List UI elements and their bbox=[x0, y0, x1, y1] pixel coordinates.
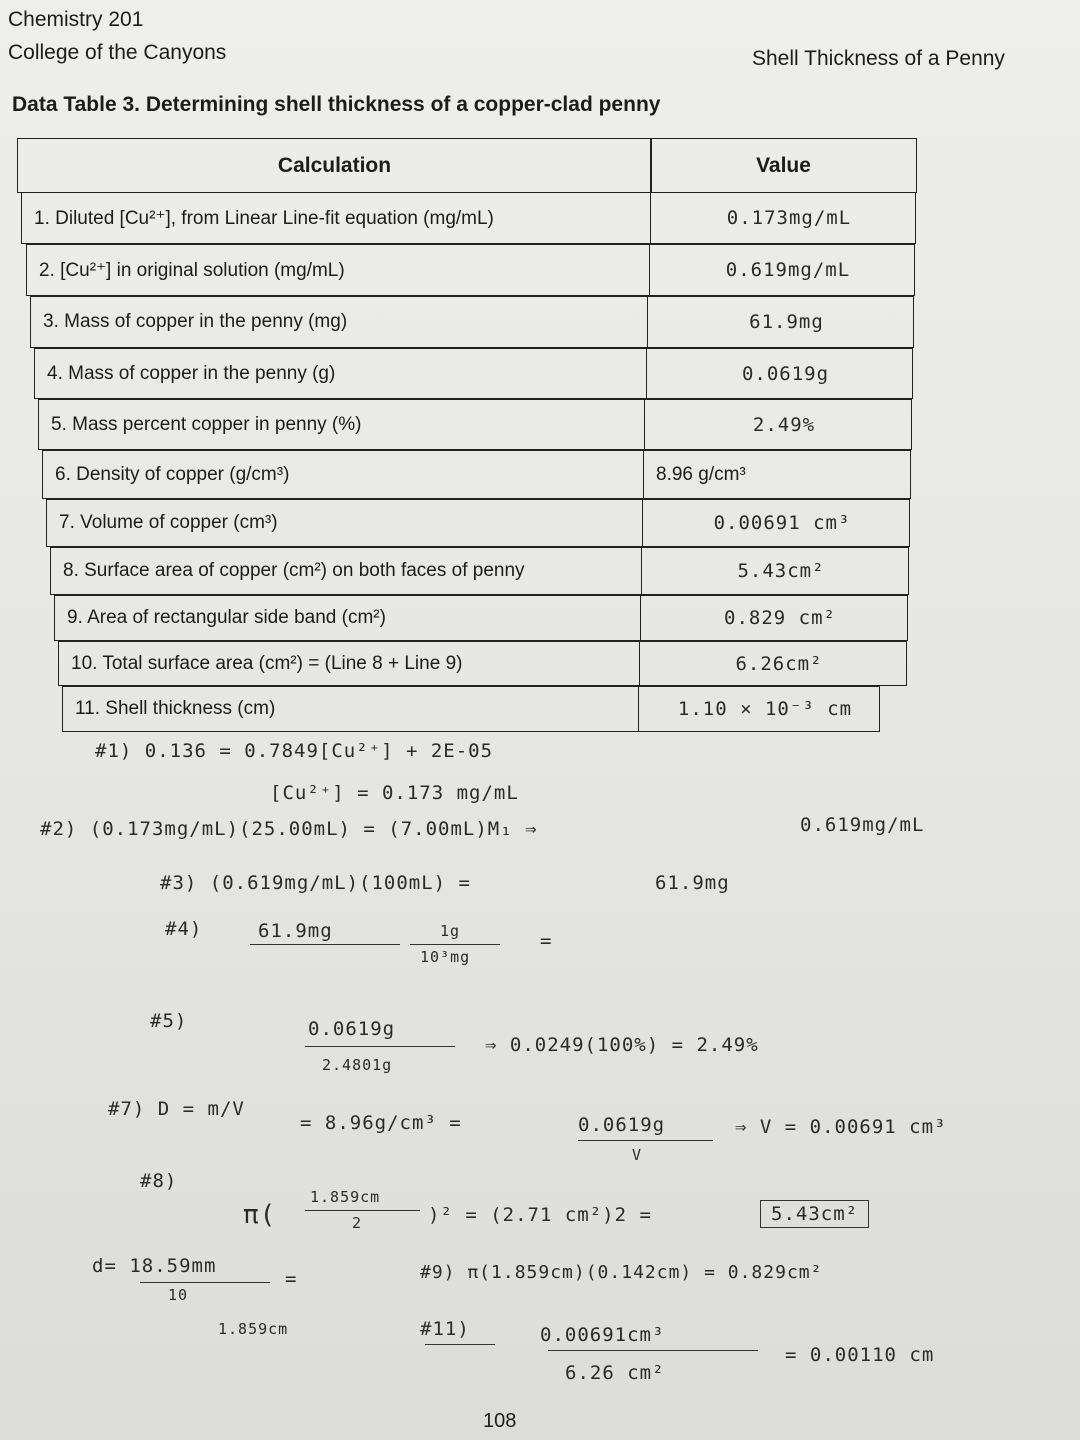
work-step-7-volume-symbol: V bbox=[632, 1146, 643, 1164]
work-step-8-expression: )² = (2.71 cm²)2 = bbox=[428, 1204, 652, 1226]
work-step-3: #3) (0.619mg/mL)(100mL) = bbox=[160, 872, 471, 894]
work-step-2-result: 0.619mg/mL bbox=[800, 814, 925, 836]
table-row-1-calc: 1. Diluted [Cu²⁺], from Linear Line-fit equation (mg/mL) bbox=[21, 192, 651, 244]
work-step-8-result: 5.43cm² bbox=[760, 1200, 869, 1228]
work-step-7-formula: #7) D = m/V bbox=[108, 1098, 245, 1120]
table-row-6-value: 8.96 g/cm³ bbox=[643, 450, 911, 499]
table-row-3-calc: 3. Mass of copper in the penny (mg) bbox=[30, 296, 648, 348]
table-row-2-calc: 2. [Cu²⁺] in original solution (mg/mL) bbox=[26, 244, 650, 296]
table-row-9-calc: 9. Area of rectangular side band (cm²) bbox=[54, 595, 641, 641]
work-step-11-numerator: 0.00691cm³ bbox=[540, 1324, 665, 1346]
table-row-5-calc: 5. Mass percent copper in penny (%) bbox=[38, 399, 645, 450]
work-step-4-rule bbox=[250, 944, 400, 945]
work-step-7-mass: 0.0619g bbox=[578, 1114, 666, 1136]
table-row-11-value: 1.10 × 10⁻³ cm bbox=[638, 686, 880, 732]
work-step-8-divisor: 2 bbox=[352, 1214, 363, 1232]
work-step-8-label: #8) bbox=[140, 1170, 178, 1192]
work-diameter-rule bbox=[140, 1282, 270, 1283]
table-row-5-value: 2.49% bbox=[644, 399, 912, 450]
work-diameter-equals: = bbox=[285, 1268, 298, 1290]
work-step-1: #1) 0.136 = 0.7849[Cu²⁺] + 2E-05 bbox=[95, 740, 494, 762]
table-row-4-calc: 4. Mass of copper in the penny (g) bbox=[34, 348, 647, 399]
table-row-7-calc: 7. Volume of copper (cm³) bbox=[46, 499, 643, 547]
work-step-8-pi: π( bbox=[243, 1200, 277, 1230]
table-row-10-calc: 10. Total surface area (cm²) = (Line 8 + Line 9) bbox=[58, 641, 640, 686]
work-step-4-equals: = bbox=[540, 930, 553, 952]
table-row-2-value: 0.619mg/mL bbox=[649, 244, 915, 296]
work-step-2: #2) (0.173mg/mL)(25.00mL) = (7.00mL)M₁ ⇒ bbox=[40, 818, 538, 840]
work-step-3-result: 61.9mg bbox=[655, 872, 730, 894]
table-row-9-value: 0.829 cm² bbox=[640, 595, 908, 641]
work-step-7-density: = 8.96g/cm³ = bbox=[300, 1112, 462, 1134]
column-header-value-label: Value bbox=[756, 153, 811, 177]
column-header-calculation-label: Calculation bbox=[277, 153, 392, 177]
work-step-11-result: = 0.00110 cm bbox=[785, 1344, 935, 1366]
table-row-7-value: 0.00691 cm³ bbox=[642, 499, 910, 547]
work-step-4-factor-bottom: 10³mg bbox=[420, 948, 471, 966]
table-row-6-calc: 6. Density of copper (g/cm³) bbox=[42, 450, 644, 499]
table-row-8-value: 5.43cm² bbox=[641, 547, 909, 595]
work-step-7-rule bbox=[578, 1140, 713, 1141]
table-row-4-value: 0.0619g bbox=[646, 348, 913, 399]
work-step-9: #9) π(1.859cm)(0.142cm) = 0.829cm² bbox=[420, 1262, 823, 1283]
work-step-4-factor-top: 1g bbox=[440, 922, 461, 940]
work-step-11-rule bbox=[548, 1350, 758, 1351]
work-step-4-label: #4) bbox=[165, 918, 203, 940]
work-diameter-result: 1.859cm bbox=[218, 1320, 289, 1338]
table-title: Data Table 3. Determining shell thickness of a copper-clad penny bbox=[12, 93, 661, 116]
work-step-5-rule bbox=[305, 1046, 455, 1047]
course-name: Chemistry 201 bbox=[8, 8, 144, 31]
work-step-7-result: ⇒ V = 0.00691 cm³ bbox=[735, 1116, 947, 1138]
work-step-8-diameter: 1.859cm bbox=[310, 1188, 381, 1206]
table-row-3-value: 61.9mg bbox=[647, 296, 914, 348]
work-step-5-label: #5) bbox=[150, 1010, 188, 1032]
work-step-5-denominator: 2.4801g bbox=[322, 1056, 393, 1074]
work-diameter: d= 18.59mm bbox=[92, 1255, 217, 1277]
college-name: College of the Canyons bbox=[8, 41, 227, 64]
table-row-1-value: 0.173mg/mL bbox=[650, 192, 916, 244]
work-step-5-numerator: 0.0619g bbox=[308, 1018, 396, 1040]
work-step-11-label: #11) bbox=[420, 1318, 470, 1340]
work-step-4-numerator: 61.9mg bbox=[258, 920, 333, 942]
work-step-11-denominator: 6.26 cm² bbox=[565, 1362, 665, 1384]
work-step-4-factor-rule bbox=[410, 944, 500, 945]
column-header-calculation bbox=[17, 138, 652, 193]
work-step-11-label-underline bbox=[425, 1344, 495, 1345]
work-step-5-result: ⇒ 0.0249(100%) = 2.49% bbox=[485, 1034, 759, 1056]
table-row-11-calc: 11. Shell thickness (cm) bbox=[62, 686, 639, 732]
work-diameter-divisor: 10 bbox=[168, 1286, 189, 1304]
page-number: 108 bbox=[483, 1410, 517, 1432]
work-step-8-rule bbox=[305, 1210, 420, 1211]
work-step-1-result: [Cu²⁺] = 0.173 mg/mL bbox=[270, 782, 519, 804]
column-header-value bbox=[650, 138, 917, 193]
table-row-10-value: 6.26cm² bbox=[639, 641, 907, 686]
table-row-8-calc: 8. Surface area of copper (cm²) on both faces of penny bbox=[50, 547, 642, 595]
lab-title: Shell Thickness of a Penny bbox=[752, 47, 1005, 70]
